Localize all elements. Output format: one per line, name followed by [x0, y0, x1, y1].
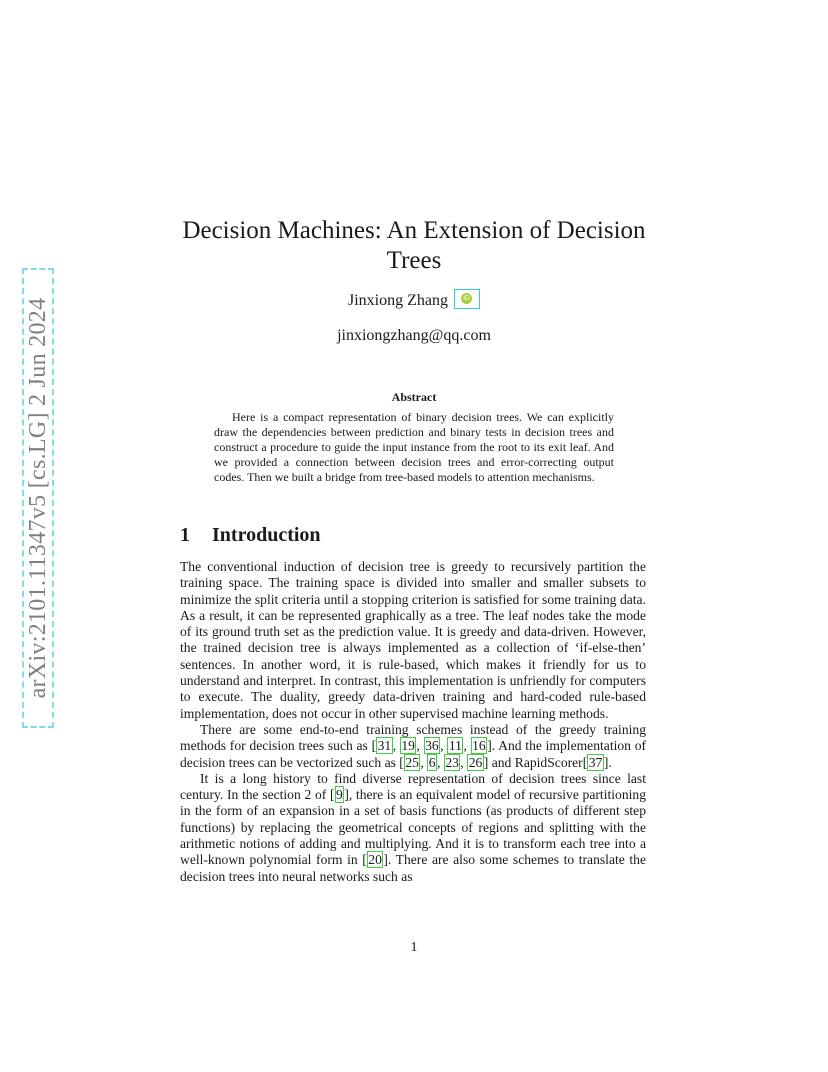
citation-link[interactable]: 37	[588, 754, 603, 770]
arxiv-sidebar-stamp	[22, 268, 54, 728]
abstract-heading: Abstract	[391, 390, 437, 404]
citation-link[interactable]: 23	[445, 754, 459, 770]
section-title: Introduction	[212, 524, 321, 546]
citation-link[interactable]: 16	[472, 738, 486, 754]
orcid-icon[interactable]: iD	[454, 289, 480, 309]
author-email: jinxiongzhang@qq.com	[337, 327, 491, 344]
author-name: Jinxiong Zhang	[348, 292, 448, 309]
abstract-text: Here is a compact representation of binary decision trees. We can explicitly draw the dependencies between prediction and binary tests in decision trees and construct a procedure to guide the input instance from the root to its exit leaf. And we provided a connection between decision trees and error-correcting output codes. Then we built a bridge from tree-based models to attention mechanisms.	[214, 410, 614, 484]
citation-group-1: [ 31 , 19 , 36 , 11 , 16 ]	[371, 738, 492, 754]
paragraph-3: It is a long history to find diverse representation of decision trees since last century. In the section 2 of [ 9 ], there is an equivalent model of recursive partitioning in the form of an expansion in a set of basis functions (as products of different step functions) by replacing the geometrical concepts of regions and splitting with the arithmetic notions of adding and multiplying. And it is to transform each tree into a well-known polynomial form in [ 20 ]. There are also some schemes to translate the decision trees into neural networks such as	[180, 770, 646, 884]
paragraph-1: The conventional induction of decision tree is greedy to recursively partition the training space. The training space is divided into smaller and smaller subsets to minimize the split criteria until a stopping criterion is satisfied for some training data. As a result, it can be represented graphically as a tree. The leaf nodes take the mode of its ground truth set as the prediction value. It is greedy and data-driven. However, the trained decision tree is always implemented as a collection of ‘if-else-then’ sentences. In another word, it is rule-based, which makes it friendly for us to understand and interpret. In contrast, this implementation is unfriendly for computers to execute. The duality, greedy data-driven training and hard-coded rule-based implementation, does not occur in other supervised machine learning methods.	[180, 559, 646, 721]
citation-link[interactable]: 25	[405, 754, 419, 770]
citation-link[interactable]: 36	[425, 738, 439, 754]
paragraph-2: There are some end-to-end training schemes instead of the greedy training methods for decision trees such as [ 31 , 19 , 36 , 11 , 16 ]. And the implementation of decision trees can be vectorized such as [ 25 , 6 , 23 , 26 ] and RapidScorer[ 37 ].	[180, 721, 647, 770]
paper-title: Decision Machines: An Extension of Decision Trees	[182, 217, 646, 274]
citation-link[interactable]: 19	[401, 738, 415, 754]
citation-link[interactable]: 9	[336, 787, 343, 803]
citation-link[interactable]: 11	[448, 738, 462, 754]
citation-group-2: [ 25 , 6 , 23 , 26 ]	[399, 754, 489, 770]
citation-link[interactable]: 26	[468, 754, 483, 770]
citation-link[interactable]: 6	[428, 754, 436, 770]
arxiv-identifier: arXiv:2101.11347v5 [cs.LG] 2 Jun 2024	[22, 268, 54, 728]
page-number: 1	[410, 940, 418, 955]
citation-link[interactable]: 31	[377, 738, 392, 754]
body-text	[180, 559, 646, 885]
author-line	[175, 290, 653, 312]
citation-link[interactable]: 20	[368, 852, 382, 868]
section-number: 1	[180, 524, 190, 546]
section-heading	[180, 524, 321, 547]
